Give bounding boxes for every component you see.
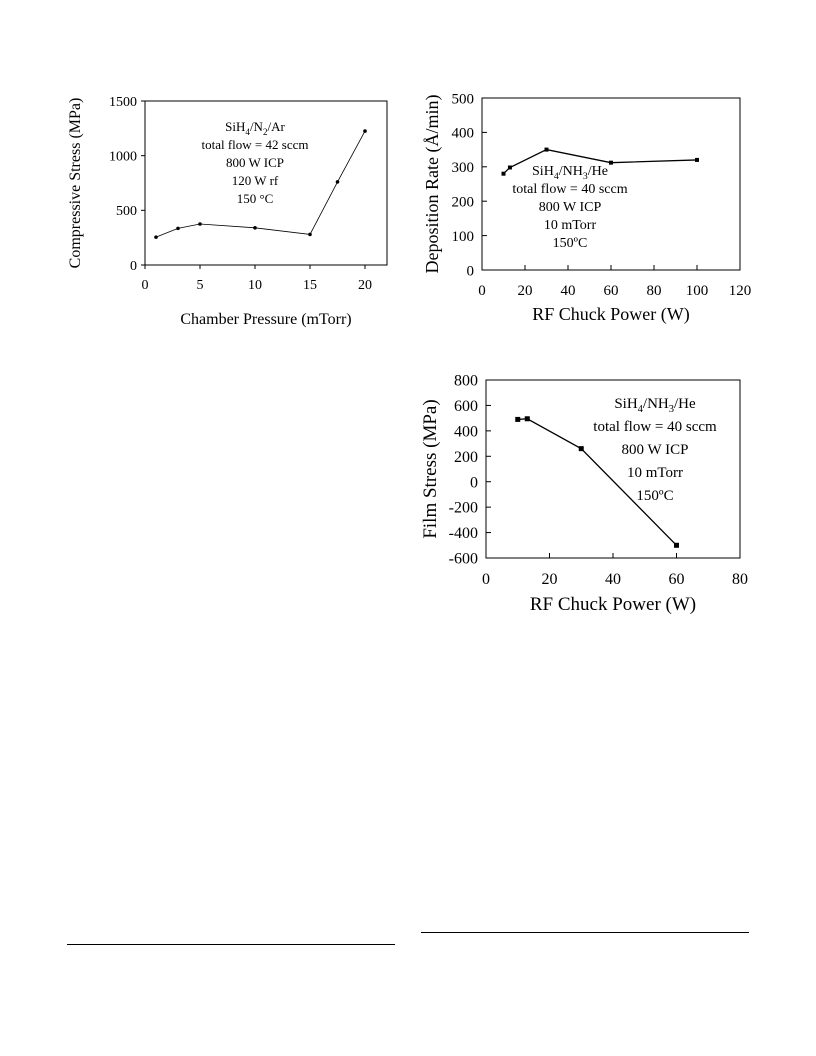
x-tick-label: 20 <box>541 571 558 588</box>
y-tick-label: 500 <box>116 204 137 220</box>
data-point <box>674 543 679 548</box>
x-tick-label: 40 <box>605 571 621 588</box>
x-tick-label: 5 <box>196 278 204 293</box>
data-point <box>609 161 613 165</box>
annotation-line: 10 mTorr <box>626 465 684 481</box>
annotation-line: total flow = 42 sccm <box>201 137 309 152</box>
y-tick-label: -200 <box>448 499 478 517</box>
x-tick-label: 40 <box>560 283 576 299</box>
annotation-line: 120 W rf <box>231 173 279 188</box>
y-tick-label: 1000 <box>109 149 137 165</box>
data-point <box>545 148 549 152</box>
x-tick-label: 0 <box>141 278 149 293</box>
y-tick-label: 200 <box>454 448 478 466</box>
x-tick-label: 10 <box>248 278 262 293</box>
y-tick-label: -600 <box>448 550 478 568</box>
chart-compressive-stress <box>67 95 387 328</box>
data-point <box>579 446 584 451</box>
data-point <box>154 235 158 239</box>
y-tick-label: 0 <box>470 474 478 492</box>
y-tick-label: 0 <box>130 258 137 274</box>
y-axis-label: Deposition Rate (Å/min) <box>422 94 442 274</box>
data-point <box>198 222 202 226</box>
data-point <box>336 180 340 184</box>
data-point <box>515 417 520 422</box>
y-tick-label: 0 <box>466 263 474 280</box>
data-point <box>508 165 512 169</box>
plot-frame <box>486 380 740 558</box>
y-tick-label: 300 <box>451 160 474 177</box>
y-tick-label: 100 <box>451 228 474 245</box>
x-tick-label: 80 <box>732 571 748 588</box>
y-tick-label: 500 <box>451 91 474 108</box>
data-point <box>695 158 699 162</box>
x-tick-label: 120 <box>728 283 752 299</box>
x-tick-label: 0 <box>478 283 486 299</box>
annotation-line: total flow = 40 sccm <box>593 419 717 435</box>
annotation-line: 800 W ICP <box>225 155 285 170</box>
chart-film-stress <box>420 373 748 615</box>
y-tick-label: -400 <box>448 525 478 543</box>
x-axis-label: RF Chuck Power (W) <box>529 594 697 615</box>
annotation-line: 150ºC <box>636 488 674 504</box>
y-tick-label: 400 <box>454 423 478 441</box>
data-point <box>176 227 180 231</box>
x-tick-label: 15 <box>303 278 317 293</box>
y-tick-label: 1500 <box>109 94 137 110</box>
data-point <box>502 172 506 176</box>
x-tick-label: 100 <box>685 283 709 299</box>
data-point <box>253 226 257 230</box>
y-tick-label: 400 <box>451 125 474 142</box>
x-tick-label: 20 <box>517 283 533 299</box>
annotation-gas-mix: $SiH_4/NH_3/He$ <box>614 396 696 415</box>
annotation-gas-mix: $SiH_4/NH_3/He$ <box>532 164 608 182</box>
data-point <box>308 233 312 237</box>
annotation-line: 150 °C <box>236 191 274 206</box>
y-tick-label: 200 <box>451 194 474 211</box>
footnote-rule-left <box>67 944 395 945</box>
y-tick-label: 600 <box>454 398 478 416</box>
y-tick-label: 800 <box>454 372 478 390</box>
chart-deposition-rate <box>422 91 751 325</box>
y-axis-label: Compressive Stress (MPa) <box>67 97 84 269</box>
annotation-line: 10 mTorr <box>543 218 597 233</box>
x-tick-label: 60 <box>603 283 619 299</box>
annotation-line: 150ºC <box>552 236 588 251</box>
x-tick-label: 60 <box>668 571 685 588</box>
x-tick-label: 80 <box>646 283 662 299</box>
y-axis-label: Film Stress (MPa) <box>420 399 441 539</box>
data-point <box>525 416 530 421</box>
annotation-line: total flow = 40 sccm <box>512 182 628 197</box>
footnote-rule-right <box>421 932 749 933</box>
x-tick-label: 0 <box>482 571 490 588</box>
x-axis-label: Chamber Pressure (mTorr) <box>180 311 352 328</box>
x-tick-label: 20 <box>358 278 372 293</box>
annotation-line: 800 W ICP <box>621 442 689 458</box>
annotation-line: 800 W ICP <box>538 200 602 215</box>
annotation-gas-mix: $SiH_4/N_2/Ar$ <box>225 119 285 137</box>
data-point <box>363 129 367 133</box>
x-axis-label: RF Chuck Power (W) <box>532 304 690 324</box>
series-line <box>518 419 677 546</box>
